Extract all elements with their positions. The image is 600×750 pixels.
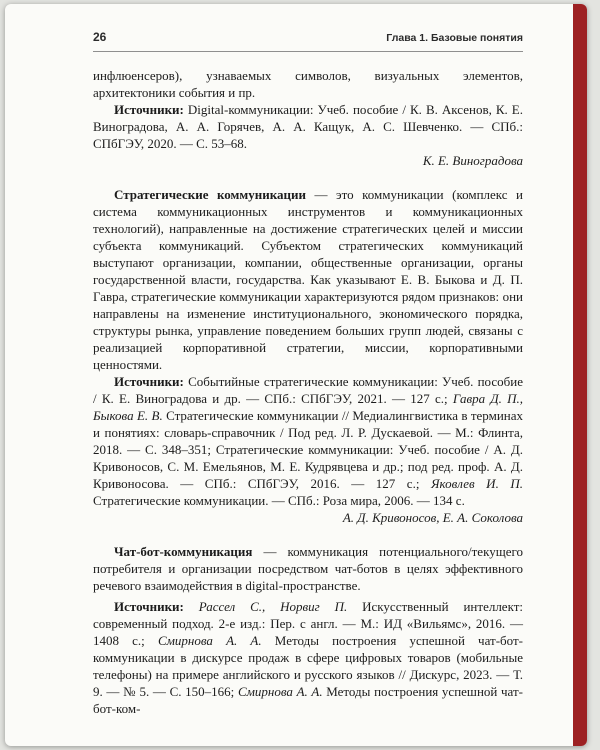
paragraph xyxy=(93,543,523,594)
text-run: К. Е. Виноградова xyxy=(422,153,523,168)
author-line xyxy=(93,509,523,526)
page-number: 26 xyxy=(93,30,107,44)
paragraph xyxy=(93,67,523,101)
paragraph xyxy=(93,186,523,373)
text-run: Источники: xyxy=(114,599,184,614)
text-run: Рассел С., Норвиг П. xyxy=(198,599,348,614)
text-run: А. Д. Кривоносов, Е. А. Соколова xyxy=(342,510,523,525)
text-run: Гавра Д. П., Быкова Е. В. xyxy=(93,391,524,423)
page-body xyxy=(93,67,523,717)
text-run: Методы построения успешной чат-бот-ком- xyxy=(93,684,523,716)
text-run: Яковлев И. П. xyxy=(430,476,523,491)
page-content xyxy=(93,4,523,717)
text-run: инфлюенсеров), узнаваемых символов, визуальных элементов, архитектоники события и пр. xyxy=(93,68,523,100)
text-run: Источники: xyxy=(114,374,184,389)
header-rule xyxy=(93,51,523,52)
text-run: Смирнова А. А. xyxy=(157,633,262,648)
text-run: Событийные стратегические коммуникации: Учеб. пособие / К. Е. Виноградова и др. — СПб.: СПбГЭУ, 2021. — 127 с.; xyxy=(93,374,523,406)
page-header xyxy=(93,30,523,44)
text-run: Смирнова А. А. xyxy=(237,684,323,699)
author-line xyxy=(93,152,523,169)
text-run: Чат-бот-коммуникация xyxy=(114,544,253,559)
text-run: Методы построения успешной чат-бот-коммуникации в дискурсе продаж в сфере цифровых товаров (мобильные телефоны) на примере английского и русского языков // Дискурс, 2023. — Т. 9. — № 5. — С. 150–166; xyxy=(93,633,523,699)
text-run: Стратегические коммуникации. — СПб.: Роза мира, 2006. — 134 с. xyxy=(93,493,465,508)
paragraph xyxy=(93,373,523,509)
text-run xyxy=(184,599,199,614)
paragraph xyxy=(93,598,523,717)
book-cover-edge xyxy=(573,4,587,746)
text-run: Искусственный интеллект: современный подход. 2-е изд.: Пер. с англ. — М.: ИД «Вильямс», 2016. — 1408 с.; xyxy=(93,599,524,648)
text-run: — коммуникация потенциального/текущего потребителя и организации посредством чат-ботов в целях эффективного речевого взаимодействия в digital-пространстве. xyxy=(93,544,523,593)
page xyxy=(5,4,587,746)
text-run: Стратегические коммуникации xyxy=(114,187,307,202)
text-run: Источники: xyxy=(114,102,184,117)
text-run: Стратегические коммуникации // Медиалингвистика в терминах и понятиях: словарь-справочник / Под ред. Л. Р. Дускаевой. — М.: Флинта, 2018. — С. 348–351; Стратегические коммуникации: Учеб. пособие / А. Д. Кривоносов, С. М. Емельянов, М. Е. Кудрявцева и др.; под ред. проф. А. Д. Кривоносова. — СПб.: СПбГЭУ, 2016. — 127 с.; xyxy=(93,408,524,491)
chapter-title: Глава 1. Базовые понятия xyxy=(386,32,523,44)
text-run: Digital-коммуникации: Учеб. пособие / К. В. Аксенов, К. Е. Виноградова, А. А. Горячев, А. А. Кащук, А. С. Шевченко. — СПб.: СПбГЭУ, 2020. — С. 53–68. xyxy=(93,102,523,151)
paragraph xyxy=(93,101,523,152)
text-run: — это коммуникации (комплекс и система коммуникационных инструментов и коммуникационных технологий), направленные на достижение стратегических целей и миссии субъекта коммуникаций. Субъектом стратегических коммуникаций выступают организации, компании, общественные организации, органы государственной власти, государства. Как указывают Е. В. Быкова и Д. П. Гавра, стратегические коммуникации характеризуются рядом признаков: они направлены на изменение институционального, экономического порядка, структуры рынка, управление поведением больших групп людей, связаны с реализацией корпоративной стратегии, миссии, корпоративными ценностями. xyxy=(93,187,523,372)
